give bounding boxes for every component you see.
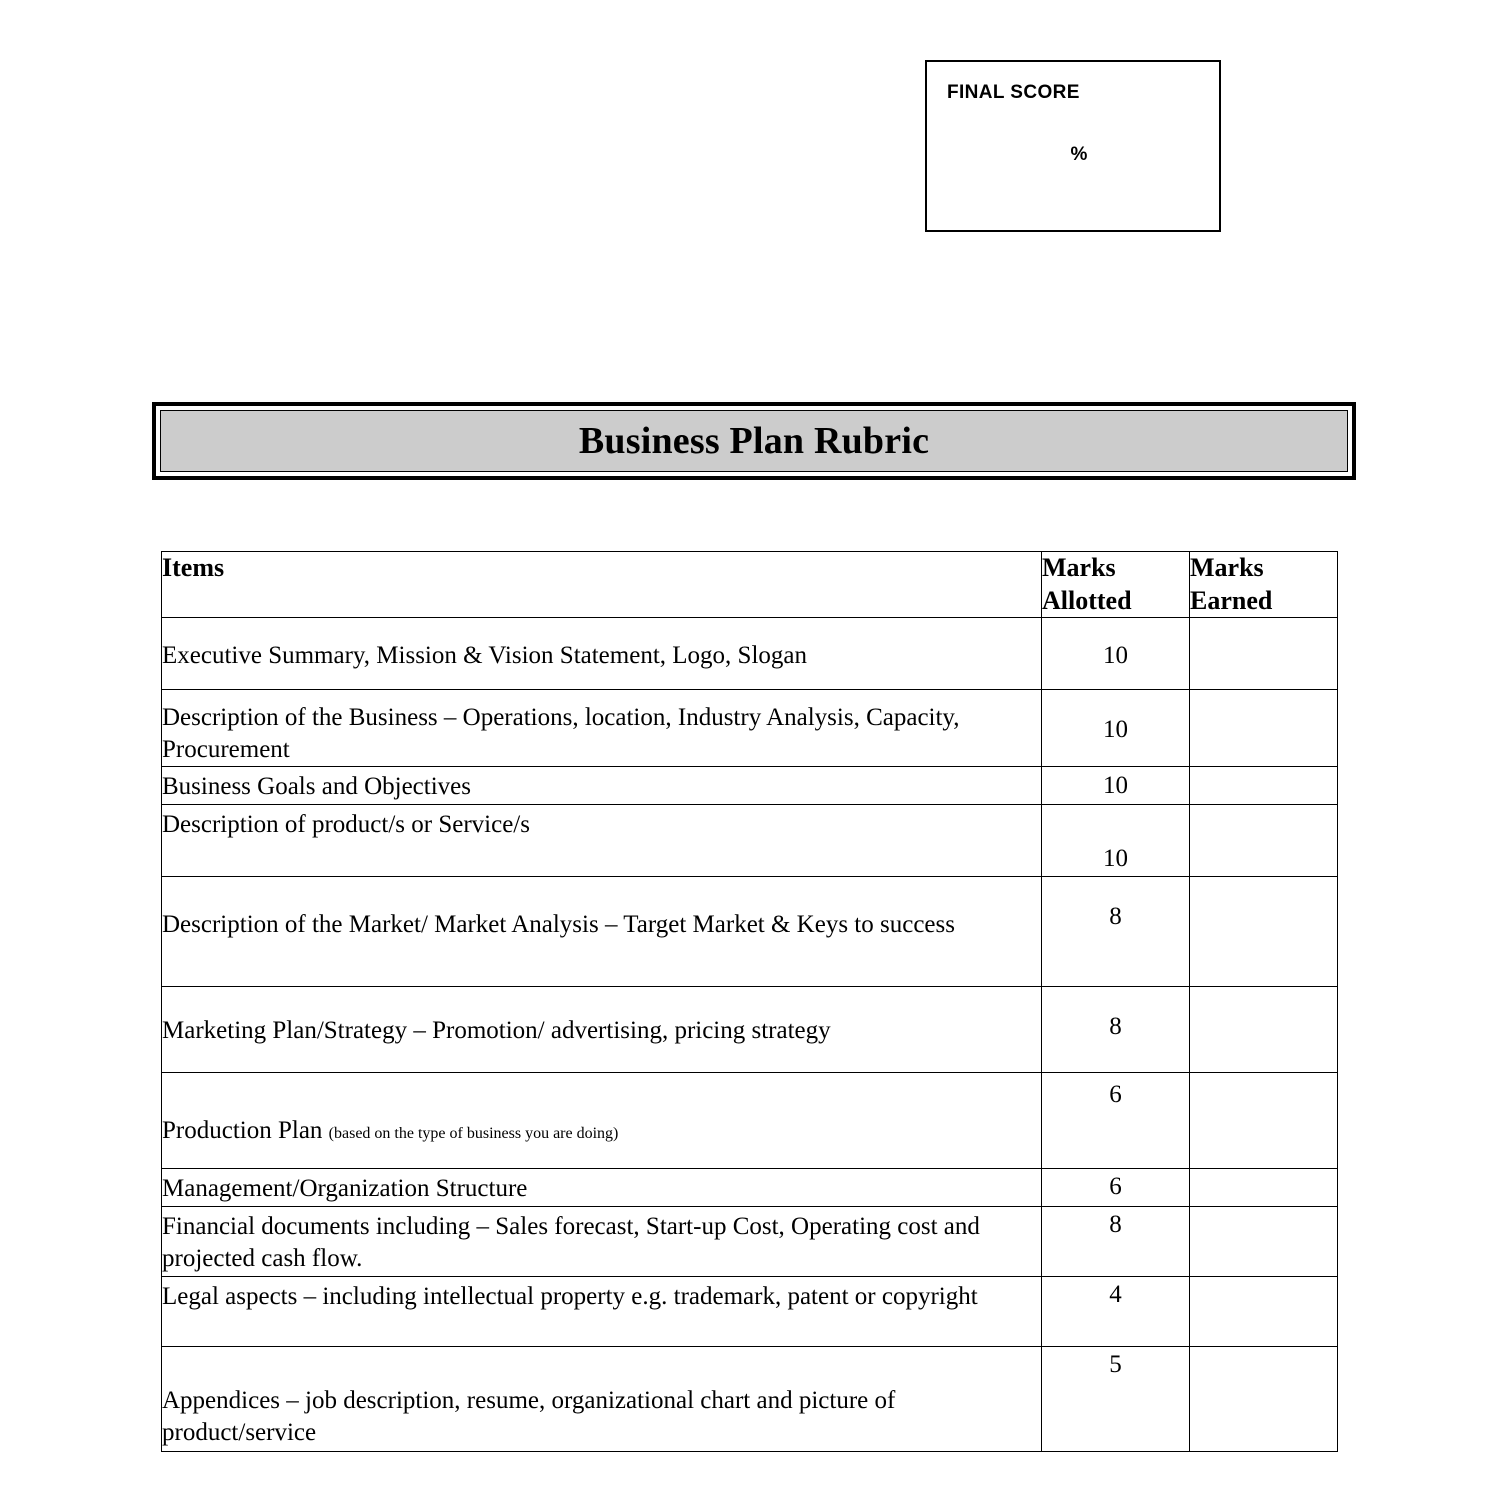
table-row [162,1347,1338,1452]
table-row [162,690,1338,767]
header-marks-earned: Marks Earned [1190,552,1338,618]
table-row [162,805,1338,877]
rubric-item-label [162,987,1042,1073]
marks-earned-input[interactable] [1190,1207,1338,1277]
rubric-item-label [162,1169,1042,1207]
marks-earned-input[interactable] [1190,805,1338,877]
rubric-item-label [162,1207,1042,1277]
rubric-item-text: Appendices – job description, resume, organizational chart and picture of product/service [162,1387,896,1446]
marks-earned-input[interactable] [1190,1347,1338,1452]
rubric-item-label [162,1277,1042,1347]
title-banner [152,402,1356,480]
rubric-item-label [162,690,1042,767]
marks-earned-input[interactable] [1190,1073,1338,1169]
marks-earned-input[interactable] [1190,987,1338,1073]
rubric-item-text: Business Goals and Objectives [162,773,471,800]
table-row [162,987,1338,1073]
header-items: Items [162,552,1042,618]
table-row [162,877,1338,987]
marks-allotted-value: 10 [1042,767,1190,805]
marks-earned-input[interactable] [1190,1169,1338,1207]
marks-earned-input[interactable] [1190,618,1338,690]
rubric-item-label [162,1073,1042,1169]
rubric-item-text: Production Plan [162,1117,329,1144]
rubric-item-label [162,618,1042,690]
table-row [162,1073,1338,1169]
marks-allotted-value: 4 [1042,1277,1190,1347]
marks-allotted-value: 8 [1042,987,1190,1073]
final-score-box [925,60,1221,232]
rubric-item-text: Description of product/s or Service/s [162,811,530,838]
rubric-item-text: Marketing Plan/Strategy – Promotion/ advertising, pricing strategy [162,1017,831,1044]
rubric-item-label [162,805,1042,877]
page-title: Business Plan Rubric [578,420,930,462]
marks-earned-input[interactable] [1190,877,1338,987]
rubric-item-text: Financial documents including – Sales forecast, Start-up Cost, Operating cost and projected cash flow. [162,1213,980,1272]
rubric-item-subtext: (based on the type of business you are doing) [328,1125,619,1142]
marks-allotted-value: 8 [1042,1207,1190,1277]
table-row [162,767,1338,805]
marks-allotted-value: 10 [1042,618,1190,690]
final-score-value: % [1070,144,1088,165]
rubric-item-text: Legal aspects – including intellectual property e.g. trademark, patent or copyright [162,1283,978,1310]
rubric-item-label [162,767,1042,805]
table-row [162,1169,1338,1207]
marks-earned-input[interactable] [1190,690,1338,767]
rubric-item-text: Management/Organization Structure [162,1175,528,1202]
marks-allotted-value: 8 [1042,877,1190,987]
table-header-row [162,552,1338,618]
rubric-item-text: Description of the Market/ Market Analysis – Target Market & Keys to success [162,911,955,938]
rubric-item-text: Executive Summary, Mission & Vision Statement, Logo, Slogan [162,642,807,669]
title-banner-inner [160,410,1348,472]
table-row [162,618,1338,690]
rubric-item-label [162,1347,1042,1452]
marks-allotted-value: 10 [1042,805,1190,877]
rubric-item-label [162,877,1042,987]
marks-allotted-value: 6 [1042,1073,1190,1169]
marks-allotted-value: 6 [1042,1169,1190,1207]
rubric-item-text: Description of the Business – Operations, location, Industry Analysis, Capacity, Procurement [162,704,960,763]
final-score-label: FINAL SCORE [947,82,1080,103]
rubric-table [161,551,1338,1452]
marks-allotted-value: 5 [1042,1347,1190,1452]
table-row [162,1277,1338,1347]
header-marks-allotted: Marks Allotted [1042,552,1190,618]
table-row [162,1207,1338,1277]
marks-earned-input[interactable] [1190,1277,1338,1347]
marks-allotted-value: 10 [1042,690,1190,767]
marks-earned-input[interactable] [1190,767,1338,805]
